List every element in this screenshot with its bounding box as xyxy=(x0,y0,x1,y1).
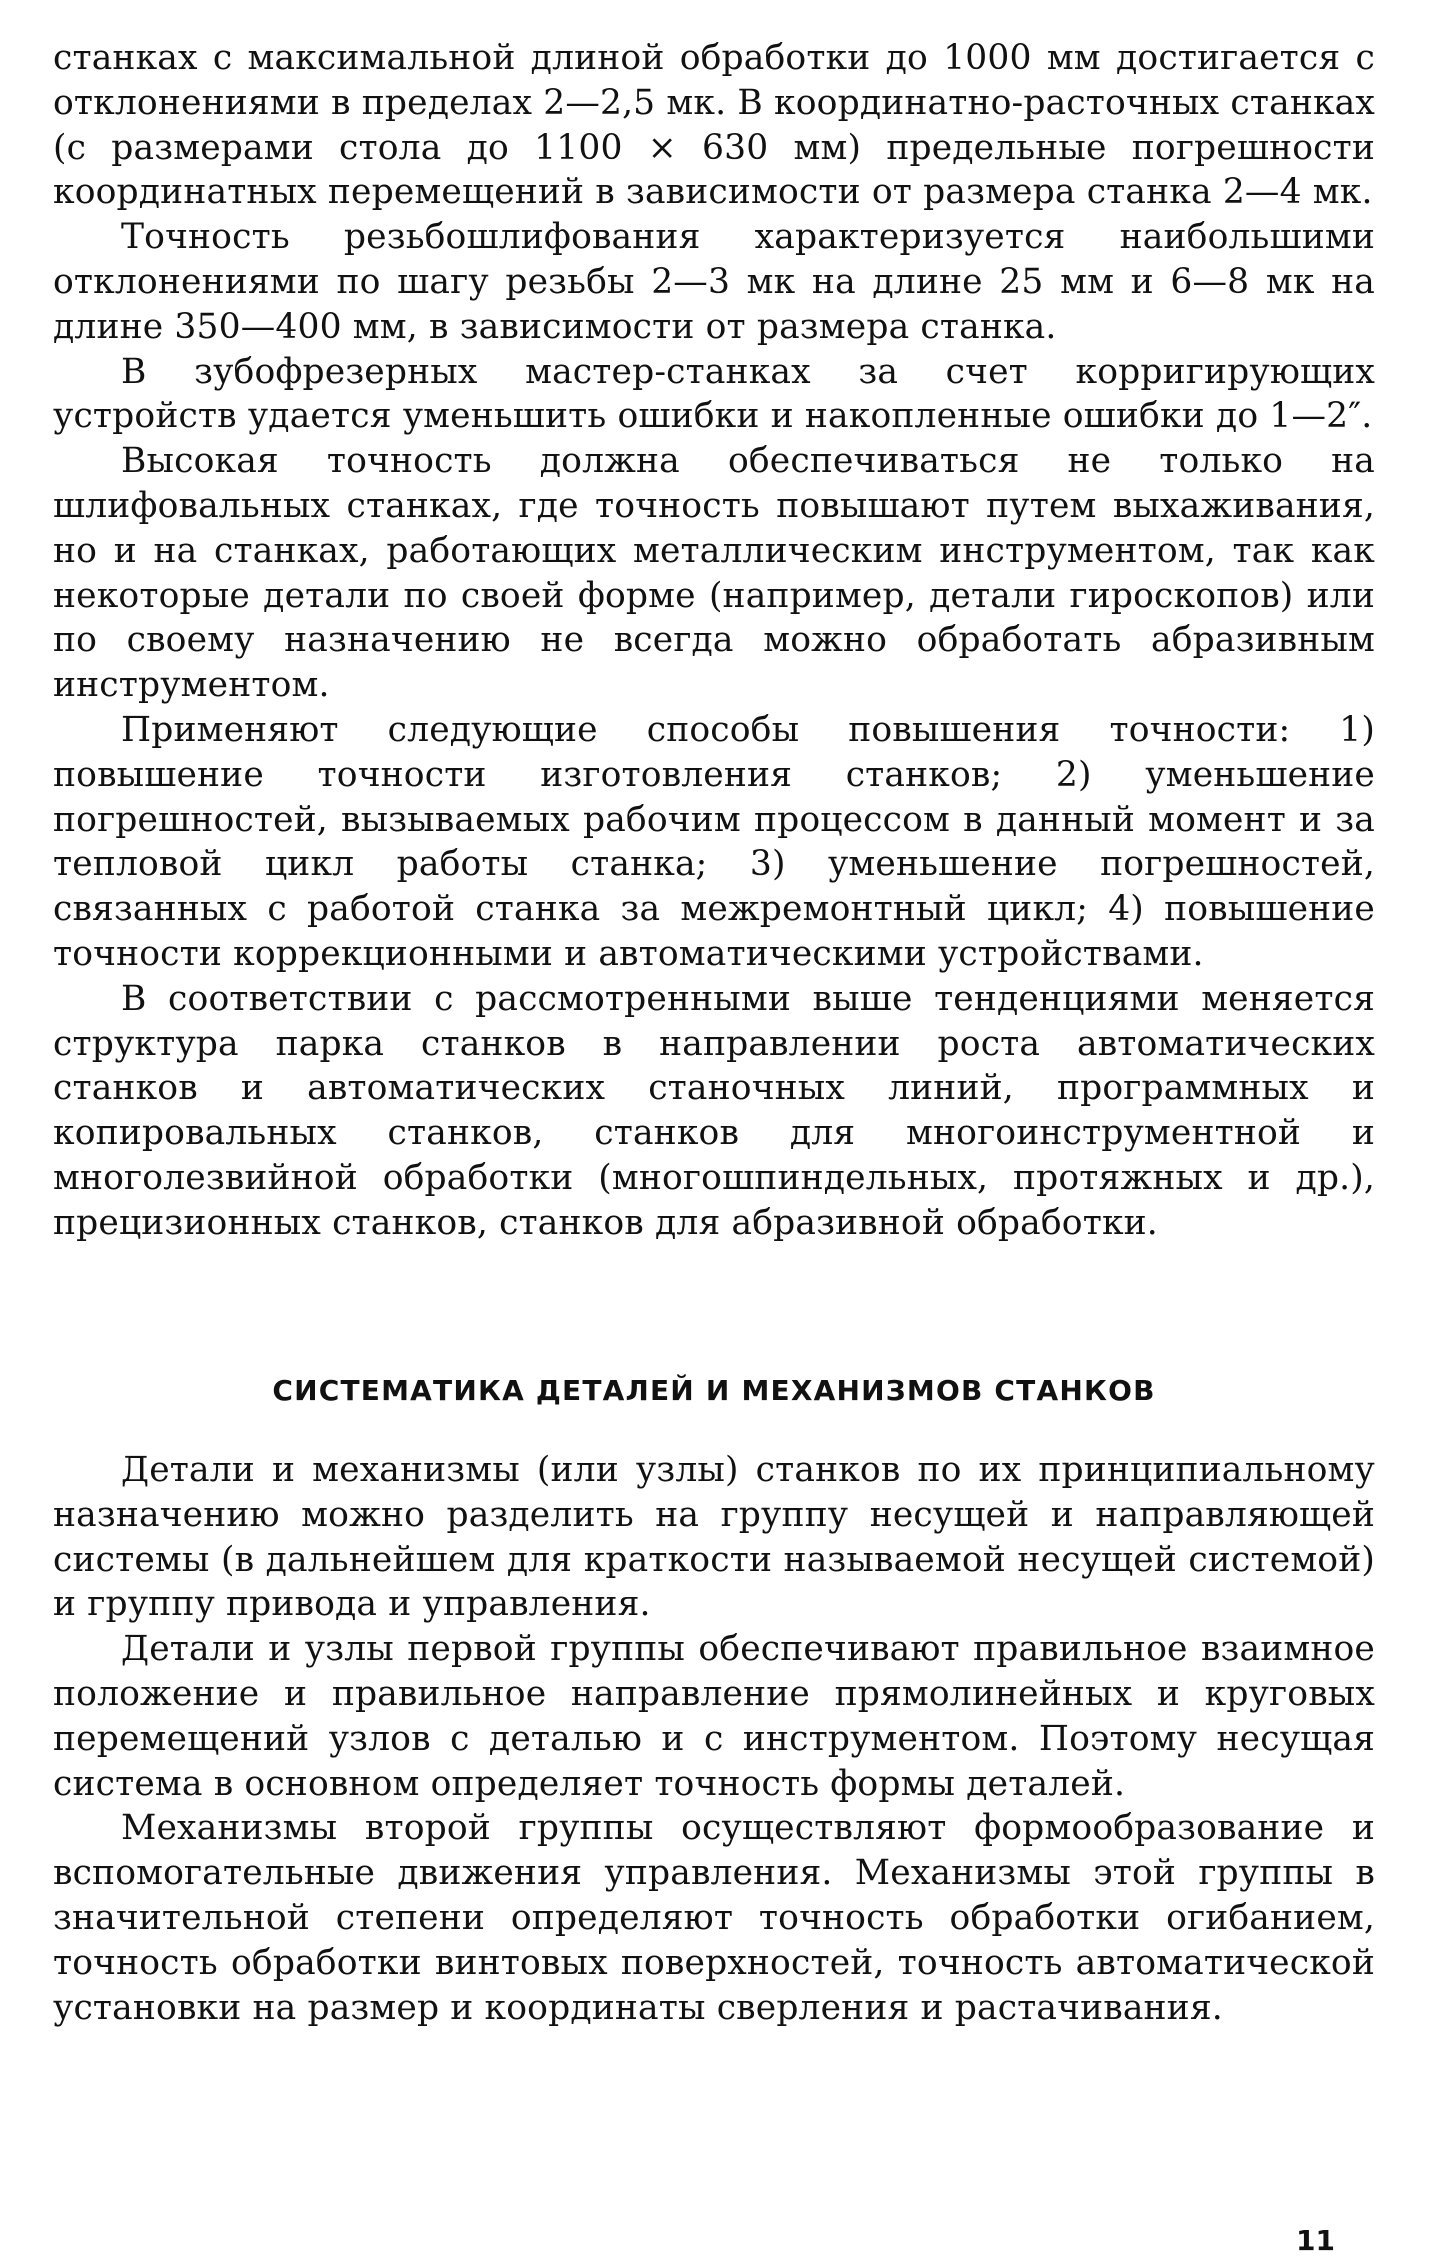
paragraph-thread-grinding: Точность резьбошлифования характеризуется наибольшими отклонениями по шагу резьбы 2—3 мк на длине 25 мм и 6—8 мк на длине 350—400 мм, в зависимости от размера станка. xyxy=(53,217,1375,347)
paragraph-high-accuracy: Высокая точность должна обеспечиваться не только на шлифовальных станках, где точность повышают путем выхаживания, но и на станках, работающих металлическим инструментом, так как некоторые детали по своей форме (например, детали гироскопов) или по своему назначению не всегда можно обработать абразивным инструментом. xyxy=(53,441,1375,706)
section-heading: СИСТЕМАТИКА ДЕТАЛЕЙ И МЕХАНИЗМОВ СТАНКОВ xyxy=(272,1374,1156,1407)
paragraph-continuation: станках с максимальной длиной обработки до 1000 мм достигается с отклонениями в пределах 2—2,5 мк. В координатно-расточных станках (с размерами стола до 1100 × 630 мм) предельные погрешности координатных перемещений в зависимости от размера станка 2—4 мк. xyxy=(53,38,1375,213)
page-number: 11 xyxy=(1296,2224,1335,2257)
text-block-section xyxy=(53,1448,1375,2030)
paragraph-second-group: Механизмы второй группы осуществляют формообразование и вспомогательные движения управления. Механизмы этой группы в значительной степени определяют точность обработки огибанием, точность обработки винтовых поверхностей, точность автоматической установки на размер и координаты сверления и растачивания. xyxy=(53,1808,1375,2028)
paragraph-gear-hobbing: В зубофрезерных мастер-станках за счет корригирующих устройств удается уменьшить ошибки и накопленные ошибки до 1—2″. xyxy=(53,351,1375,437)
text-block-top xyxy=(53,36,1375,1246)
paragraph-structure: В соответствии с рассмотренными выше тенденциями меняется структура парка станков в направлении роста автоматических станков и автоматических станочных линий, программных и копировальных станков, станков для многоинструментной и многолезвийной обработки (многошпиндельных, протяжных и др.), прецизионных станков, станков для абразивной обработки. xyxy=(53,978,1375,1243)
paragraph-classification: Детали и механизмы (или узлы) станков по их принципиальному назначению можно разделить на группу несущей и направляющей системы (в дальнейшем для краткости называемой несущей системой) и группу привода и управления. xyxy=(53,1450,1375,1625)
paragraph-first-group: Детали и узлы первой группы обеспечивают правильное взаимное положение и правильное направление прямолинейных и круговых перемещений узлов с деталью и с инструментом. Поэтому несущая система в основном определяет точность формы деталей. xyxy=(53,1629,1375,1804)
book-page xyxy=(53,36,1375,2257)
paragraph-methods: Применяют следующие способы повышения точности: 1) повышение точности изготовления станков; 2) уменьшение погрешностей, вызываемых рабочим процессом в данный момент и за тепловой цикл работы станка; 3) уменьшение погрешностей, связанных с работой станка за межремонтный цикл; 4) повышение точности коррекционными и автоматическими устройствами. xyxy=(53,709,1375,974)
